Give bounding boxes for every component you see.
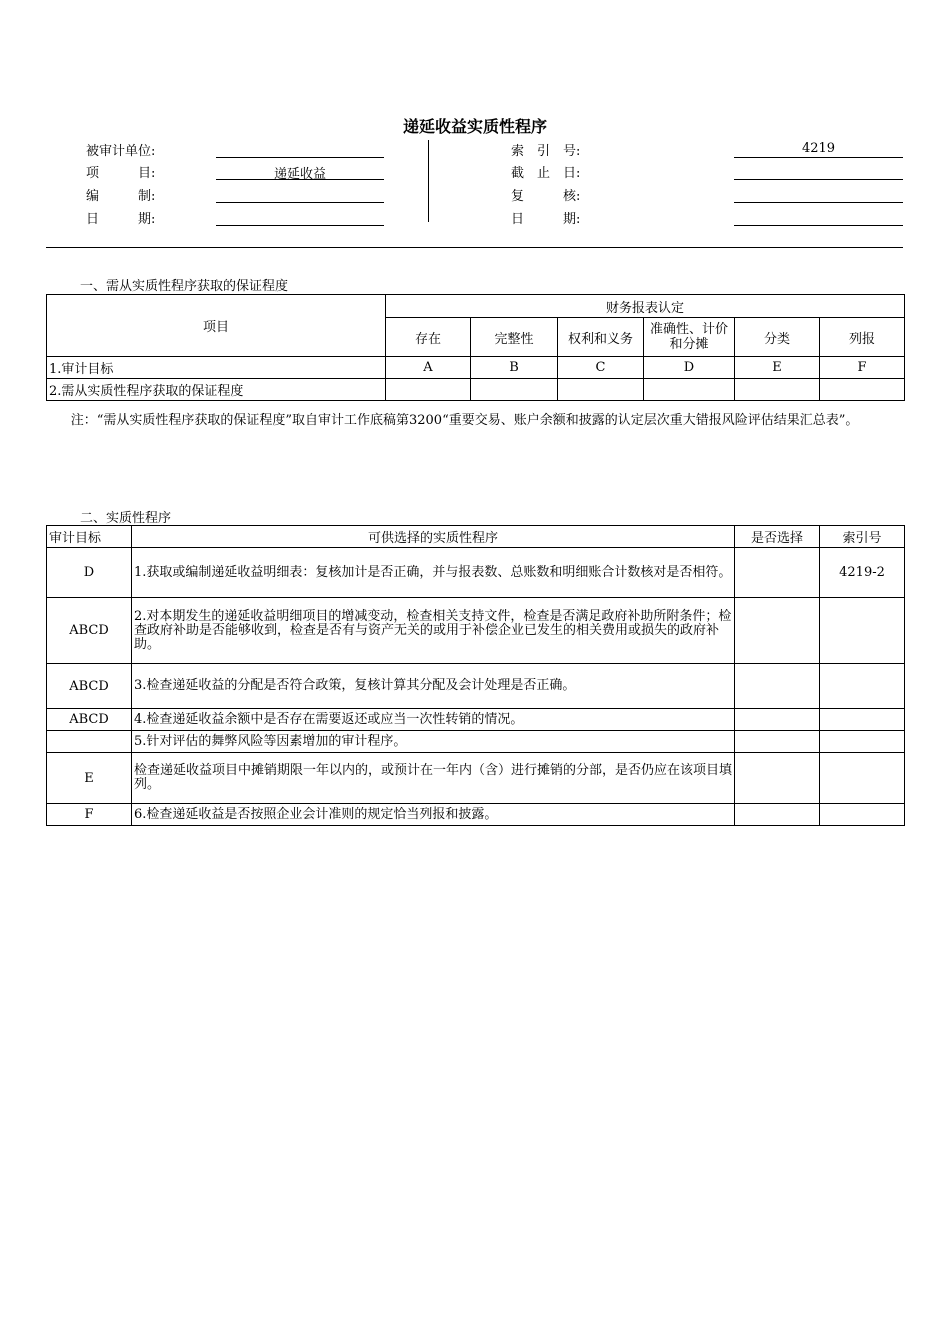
section2-heading: 二、实质性程序 (80, 511, 172, 526)
cell[interactable] (644, 379, 735, 401)
cell: E (735, 357, 820, 379)
col-audit-target: 审计目标 (47, 526, 132, 548)
row-selected[interactable] (735, 804, 820, 826)
row-index (820, 753, 905, 804)
col-accuracy-valuation: 准确性、计价和分摊 (644, 318, 735, 357)
cell: F (820, 357, 905, 379)
row-selected[interactable] (735, 664, 820, 709)
col-presentation: 列报 (820, 318, 905, 357)
row-index (820, 598, 905, 664)
cutoff-date-label: 截 止 日: (511, 166, 581, 181)
table-row (47, 753, 905, 804)
cell[interactable] (386, 379, 471, 401)
row-index (820, 664, 905, 709)
row-index: 4219-2 (820, 548, 905, 598)
row-label: 1.审计目标 (47, 357, 386, 379)
item-label: 项 目: (86, 166, 156, 181)
item-field[interactable]: 递延收益 (216, 163, 384, 180)
row-selected[interactable] (735, 731, 820, 753)
row-selected[interactable] (735, 753, 820, 804)
row-procedure: 3.检查递延收益的分配是否符合政策，复核计算其分配及会计处理是否正确。 (132, 664, 735, 709)
table-row (47, 731, 905, 753)
review-date-label: 日 期: (511, 212, 581, 227)
table-row (47, 709, 905, 731)
row-selected[interactable] (735, 548, 820, 598)
header-divider (428, 140, 429, 222)
reviewer-label: 复 核: (511, 189, 581, 204)
assurance-table (46, 294, 905, 401)
assertion-group-header: 财务报表认定 (386, 295, 905, 318)
item-header: 项目 (47, 295, 386, 357)
row-target: E (47, 753, 132, 804)
cell[interactable] (558, 379, 644, 401)
reviewer-field[interactable] (734, 186, 903, 203)
col-selected: 是否选择 (735, 526, 820, 548)
table-row (47, 548, 905, 598)
row-target: ABCD (47, 598, 132, 664)
page-title: 递延收益实质性程序 (402, 117, 547, 136)
index-no-field[interactable]: 4219 (734, 141, 903, 158)
col-rights-obligations: 权利和义务 (558, 318, 644, 357)
cell: D (644, 357, 735, 379)
row-procedure: 4.检查递延收益余额中是否存在需要返还或应当一次性转销的情况。 (132, 709, 735, 731)
review-date-field[interactable] (734, 209, 903, 226)
cutoff-date-field[interactable] (734, 163, 903, 180)
row-index (820, 731, 905, 753)
cell: B (471, 357, 558, 379)
row-procedure: 2.对本期发生的递延收益明细项目的增减变动，检查相关支持文件，检查是否满足政府补助所附条件；检查政府补助是否能够收到，检查是否有与资产无关的或用于补偿企业已发生的相关费用或损失的政府补助。 (132, 598, 735, 664)
row-selected[interactable] (735, 709, 820, 731)
row-index (820, 804, 905, 826)
cell[interactable] (471, 379, 558, 401)
table-row (47, 598, 905, 664)
col-procedures: 可供选择的实质性程序 (132, 526, 735, 548)
row-target: D (47, 548, 132, 598)
row-target: ABCD (47, 709, 132, 731)
prepared-by-field[interactable] (216, 186, 384, 203)
row-target (47, 731, 132, 753)
row-target: ABCD (47, 664, 132, 709)
cell: C (558, 357, 644, 379)
table-row (47, 379, 905, 401)
row-label: 2.需从实质性程序获取的保证程度 (47, 379, 386, 401)
header-separator (46, 247, 903, 248)
row-index (820, 709, 905, 731)
section1-note: 注：“需从实质性程序获取的保证程度”取自审计工作底稿第3200“重要交易、账户余额和披露的认定层次重大错报风险评估结果汇总表”。 (70, 413, 859, 428)
row-procedure: 检查递延收益项目中摊销期限一年以内的，或预计在一年内（含）进行摊销的分部，是否仍应在该项目填列。 (132, 753, 735, 804)
row-target: F (47, 804, 132, 826)
prepared-date-field[interactable] (216, 209, 384, 226)
col-index-no: 索引号 (820, 526, 905, 548)
auditee-field[interactable] (216, 141, 384, 158)
prepared-by-label: 编 制: (86, 189, 156, 204)
auditee-label: 被审计单位: (86, 144, 156, 159)
cell[interactable] (735, 379, 820, 401)
row-selected[interactable] (735, 598, 820, 664)
table-row (47, 357, 905, 379)
row-procedure: 1.获取或编制递延收益明细表：复核加计是否正确，并与报表数、总账数和明细账合计数核对是否相符。 (132, 548, 735, 598)
cell: A (386, 357, 471, 379)
row-procedure: 6.检查递延收益是否按照企业会计准则的规定恰当列报和披露。 (132, 804, 735, 826)
table-row (47, 804, 905, 826)
col-classification: 分类 (735, 318, 820, 357)
col-completeness: 完整性 (471, 318, 558, 357)
index-no-label: 索 引 号: (511, 144, 581, 159)
row-procedure: 5.针对评估的舞弊风险等因素增加的审计程序。 (132, 731, 735, 753)
prepared-date-label: 日 期: (86, 212, 156, 227)
cell[interactable] (820, 379, 905, 401)
section1-heading: 一、需从实质性程序获取的保证程度 (80, 279, 289, 294)
procedures-table (46, 525, 905, 826)
col-existence: 存在 (386, 318, 471, 357)
table-row (47, 664, 905, 709)
